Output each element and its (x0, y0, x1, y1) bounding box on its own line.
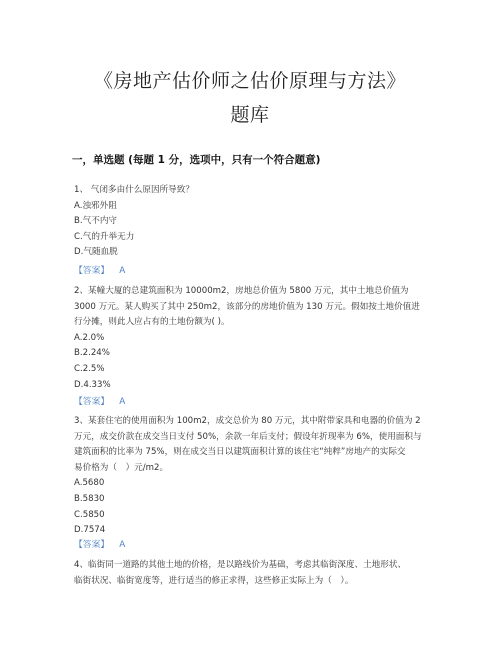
option-a: A.浊邪外阻 (74, 200, 117, 211)
question-text-line: 万元，成交价款在成交当日支付 50%，余款一年后支付；假设年折现率为 6%，使用面积与 (74, 431, 422, 442)
answer-2 (74, 394, 125, 407)
answer-value: A (119, 266, 126, 276)
answer-label: 【答案】 (74, 540, 110, 550)
question-text-line: 1、 气闭多由什么原因所导致？ (74, 185, 194, 195)
option-c: C.5850 (74, 509, 105, 520)
option-d: D.7574 (74, 525, 106, 536)
option-a: A.5680 (74, 478, 105, 489)
option-c: C.气的升举无力 (74, 231, 135, 242)
question-text-line: 4、临街同一道路的其他土地的价格，是以路线价为基础，考虑其临街深度、土地形状、 (74, 560, 407, 570)
option-a: A.2.0% (74, 332, 105, 343)
question-text-line: 3、某套住宅的使用面积为 100m2，成交总价为 80 万元，其中附带家具和电器的价值为 2 (74, 416, 421, 426)
section-heading: 一，单选题 (每题 1 分，选项中，只有一个符合题意) (72, 154, 321, 166)
answer-value: A (119, 397, 126, 407)
answer-3 (74, 537, 125, 550)
question-text-line: 易价格为（ ）元/m2。 (74, 462, 169, 473)
answer-value: A (119, 540, 126, 550)
option-b: B.气不内守 (74, 216, 118, 227)
question-text-line: 建筑面积的比率为 75%，则在成交当日以建筑面积计算的该住宅“纯粹”房地产的实际交 (74, 447, 406, 458)
option-d: D.4.33% (74, 379, 111, 390)
question-text-line: 2、某幢大厦的总建筑面积为 10000m2，房地总价值为 5800 万元，其中土地总价值为 (74, 286, 409, 296)
question-text-line: 3000 万元。某人购买了其中 250m2，该部分的房地价值为 130 万元。假如按土地价值进 (74, 301, 420, 312)
question-1 (74, 183, 429, 261)
question-3 (74, 414, 429, 539)
question-4 (74, 558, 429, 589)
answer-label: 【答案】 (74, 397, 110, 407)
option-b: B.2.24% (74, 348, 110, 359)
answer-1 (74, 263, 125, 276)
option-d: D.气随血脱 (74, 247, 118, 258)
document-title: 《房地产估价师之估价原理与方法》 (93, 70, 406, 92)
question-2 (74, 284, 429, 393)
answer-label: 【答案】 (74, 266, 110, 276)
question-text-line: 临街状况、临街宽度等，进行适当的修正求得，这些修正实际上为（ ）。 (74, 575, 354, 586)
option-c: C.2.5% (74, 363, 105, 374)
question-text-line: 行分摊，则此人应占有的土地份额为( )。 (74, 317, 230, 328)
option-b: B.5830 (74, 493, 105, 504)
document-subtitle: 题库 (230, 104, 270, 126)
